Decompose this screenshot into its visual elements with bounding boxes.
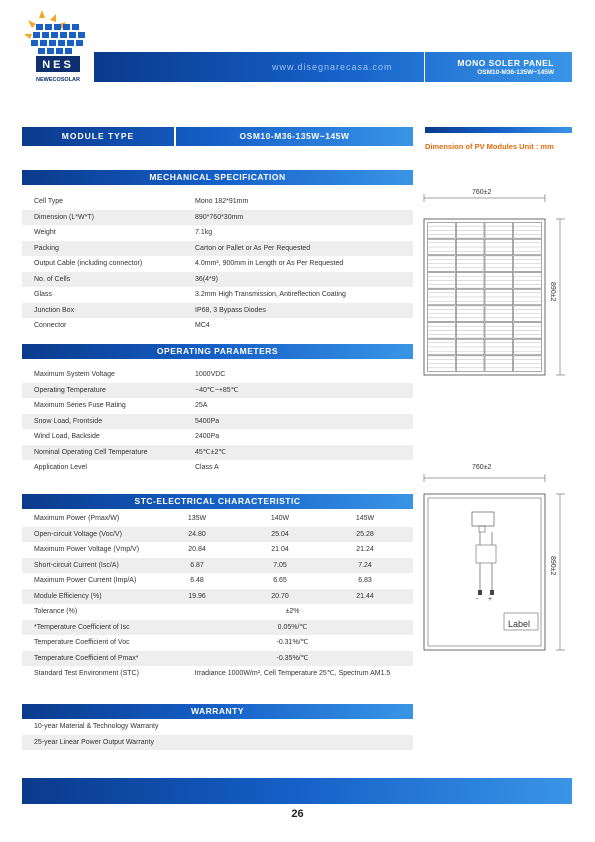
row-label: Wind Load, Backside — [34, 433, 100, 440]
row-cell: 140W — [270, 515, 290, 522]
module-type-value: OSM10-M36-135W~145W — [239, 131, 350, 141]
table-row — [22, 367, 413, 383]
row-cell: 6.83 — [358, 577, 372, 584]
table-row — [22, 445, 413, 461]
mechanical-header: MECHANICAL SPECIFICATION — [22, 170, 413, 185]
stc-header: STC-ELECTRICAL CHARACTERISTIC — [22, 494, 413, 509]
back-width-label: 760±2 — [472, 464, 492, 471]
row-span-value: -0.35%/℃ — [276, 654, 309, 662]
back-view-drawing — [420, 470, 590, 660]
row-label: Junction Box — [34, 306, 75, 314]
header-title: MONO SOLER PANEL — [457, 58, 554, 68]
row-cell: 145W — [355, 515, 375, 522]
row-cell: 7.05 — [273, 561, 287, 569]
row-label: Weight — [34, 229, 56, 236]
row-label: Dimension (L*W*T) — [34, 213, 94, 221]
row-label: Open-circuit Voltage (Voc/V) — [34, 530, 122, 538]
row-label: Maximum System Voltage — [34, 371, 115, 378]
row-label: Application Level — [34, 464, 87, 471]
row-label: Maximum Power (Pmax/W) — [34, 515, 120, 522]
header-divider — [424, 52, 425, 82]
row-value: 3.2mm High Transmission, Antireflection Coating — [195, 291, 346, 298]
back-height-label: 890±2 — [549, 556, 556, 576]
table-row — [22, 651, 413, 667]
front-view-drawing — [420, 186, 590, 456]
dimension-title: Dimension of PV Modules Unit : mm — [425, 142, 554, 151]
row-label: 25-year Linear Power Output Warranty — [34, 738, 154, 746]
row-value: Mono 182*91mm — [195, 198, 249, 205]
table-row — [22, 414, 413, 430]
row-cell: 6.87 — [190, 561, 204, 569]
row-span-value: 0.05%/℃ — [277, 623, 308, 631]
table-row — [22, 620, 413, 636]
front-height-label: 890±2 — [549, 282, 556, 302]
table-row — [22, 383, 413, 399]
row-cell: 20.84 — [188, 546, 206, 553]
row-value: −40℃~+85℃ — [195, 386, 239, 394]
warranty-header: WARRANTY — [22, 704, 413, 719]
table-row — [22, 558, 413, 574]
front-width-label: 760±2 — [472, 189, 492, 196]
row-label: Short-circuit Current (Isc/A) — [34, 561, 119, 569]
table-row — [22, 225, 413, 241]
plus-terminal: + — [488, 596, 493, 603]
row-label: Standard Test Environment (STC) — [34, 670, 139, 677]
row-value: 45℃±2℃ — [195, 448, 227, 456]
label-box: Label — [508, 619, 531, 629]
table-row — [22, 604, 413, 620]
row-value: 36(4*9) — [195, 275, 218, 283]
cell-grid — [428, 223, 542, 372]
row-value: Carton or Pallet or As Per Requested — [195, 244, 311, 252]
row-label: 10-year Material & Technology Warranty — [34, 723, 159, 730]
module-type-bar — [22, 127, 413, 146]
row-value: 7.1kg — [195, 229, 213, 236]
row-cell: 21.04 — [271, 546, 289, 553]
table-row — [22, 635, 413, 651]
row-value: Class A — [195, 464, 219, 471]
row-label: Operating Temperature — [34, 386, 106, 394]
row-value: 4.0mm², 900mm in Length or As Per Requested — [195, 260, 344, 267]
row-cell: 6.65 — [273, 577, 287, 584]
table-row — [22, 256, 413, 272]
table-row — [22, 460, 413, 476]
dimension-bar — [425, 127, 572, 133]
table-row — [22, 287, 413, 303]
row-value: 1000VDC — [195, 371, 226, 378]
row-label: Module Efficiency (%) — [34, 592, 102, 600]
row-cell: 135W — [187, 515, 207, 522]
row-cell: 21.44 — [356, 592, 374, 600]
row-value: MC4 — [195, 322, 210, 329]
header-model: OSM10-M36-135W~145W — [477, 69, 554, 76]
logo-subtitle: NEWECOSOLAR — [36, 77, 80, 83]
module-type-label: MODULE TYPE — [61, 131, 135, 141]
table-row — [22, 210, 413, 226]
company-logo — [22, 8, 94, 90]
page-number: 26 — [291, 808, 304, 820]
row-label: Temperature Coefficient of Pmax* — [34, 654, 139, 662]
row-label: Tolerance (%) — [34, 608, 78, 615]
table-row — [22, 542, 413, 558]
minus-terminal: - — [476, 596, 479, 603]
row-label: Maximum Power Current (Imp/A) — [34, 577, 137, 584]
table-row — [22, 719, 413, 735]
row-label: Cell Type — [34, 198, 64, 205]
row-value: 2400Pa — [195, 433, 220, 440]
row-label: No. of Cells — [34, 275, 71, 283]
row-label: Temperature Coefficient of Voc — [34, 639, 130, 646]
table-row — [22, 398, 413, 414]
table-row — [22, 429, 413, 445]
row-cell: 25.04 — [271, 530, 289, 538]
row-cell: 6.48 — [190, 577, 204, 584]
row-label: Connector — [34, 322, 67, 329]
row-cell: 19.96 — [188, 592, 206, 600]
row-label: *Temperature Coefficient of Isc — [34, 623, 130, 631]
row-label: Nominal Operating Cell Temperature — [34, 448, 148, 456]
operating-header: OPERATING PARAMETERS — [22, 344, 413, 359]
row-label: Glass — [34, 291, 52, 298]
row-label: Packing — [34, 244, 59, 252]
row-span-value: -0.31%/℃ — [276, 639, 309, 646]
table-row — [22, 241, 413, 257]
row-value: 890*760*30mm — [195, 213, 244, 221]
header-bar — [94, 52, 572, 82]
header-url: www.disegnarecasa.com — [272, 62, 393, 72]
row-cell: 7.24 — [358, 561, 372, 569]
table-row — [22, 194, 413, 210]
row-cell: 20.70 — [271, 592, 289, 600]
table-row — [22, 573, 413, 589]
table-row — [22, 303, 413, 319]
table-row — [22, 527, 413, 543]
table-row — [22, 511, 413, 527]
row-label: Snow Load, Frontside — [34, 417, 103, 425]
row-value: IP68, 3 Bypass Diodes — [195, 306, 266, 314]
row-label: Output Cable (including connector) — [34, 260, 143, 267]
row-span-value: Irradiance 1000W/m², Cell Temperature 25℃, Spectrum AM1.5 — [194, 670, 391, 677]
row-label: Maximum Series Fuse Rating — [34, 402, 126, 409]
row-label: Maximum Power Voltage (Vmp/V) — [34, 546, 140, 553]
table-row — [22, 272, 413, 288]
row-cell: 24.80 — [188, 530, 206, 538]
table-row — [22, 666, 413, 682]
row-cell: 21.24 — [356, 546, 374, 553]
table-row — [22, 735, 413, 751]
footer-bar — [22, 778, 572, 804]
table-row — [22, 589, 413, 605]
table-row — [22, 318, 413, 334]
row-value: 5400Pa — [195, 417, 220, 425]
logo-text: NES — [42, 59, 74, 71]
row-span-value: ±2% — [285, 608, 300, 615]
row-cell: 25.28 — [356, 530, 374, 538]
row-value: 25A — [195, 402, 208, 409]
